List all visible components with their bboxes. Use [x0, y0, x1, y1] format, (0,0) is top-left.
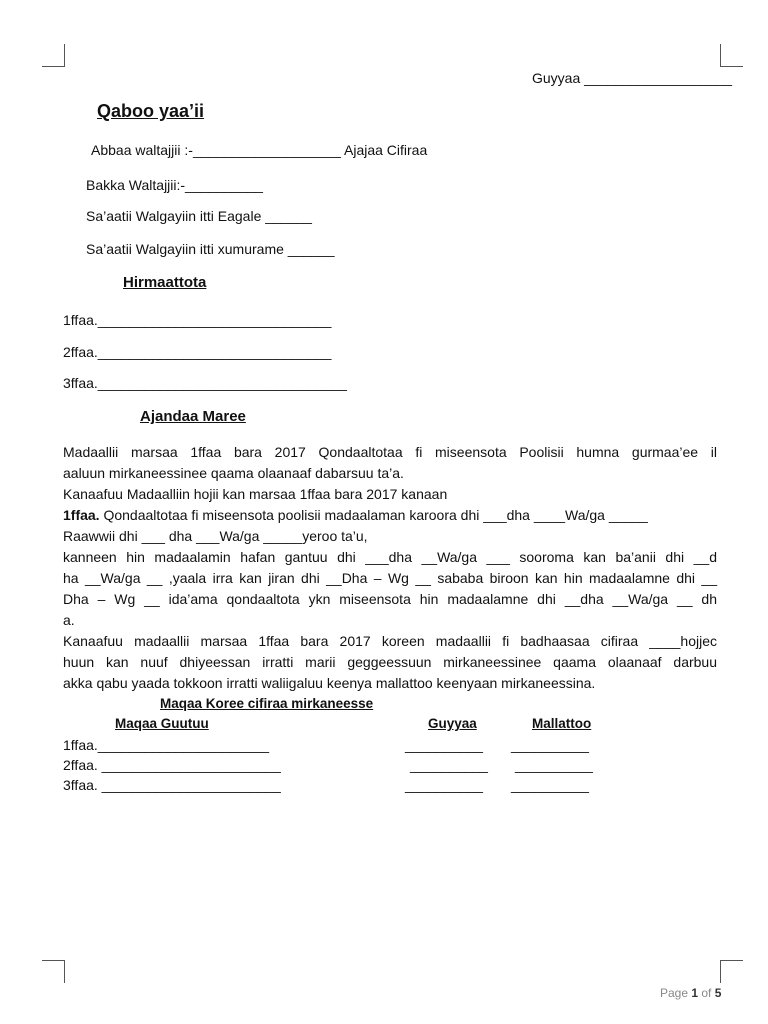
agenda-line: akka qabu yaada tokkoon irratti waliigaluu keenya mallattoo keenyaan mirkaneessina. — [63, 675, 596, 691]
start-time-field: Sa’aatii Walgayiin itti Eagale ______ — [86, 208, 312, 224]
committee-row-date: __________ — [405, 777, 483, 793]
chair-field: Abbaa waltajjii :-___________________ Ajajaa Cifiraa — [91, 142, 428, 158]
committee-row-name: 1ffaa.______________________ — [63, 737, 270, 753]
agenda-bold-label: 1ffaa. — [63, 507, 100, 523]
agenda-line: Kanaafuu madaallii marsaa 1ffaa bara 2017 koreen madaallii fi badhaasaa cifiraa ____hojjec — [63, 633, 717, 649]
agenda-line: aaluun mirkaneessinee qaama olaanaaf dabarsuu ta’a. — [63, 465, 404, 481]
agenda-line: Dha – Wg __ ida’ama qondaaltota ykn miseensota hin madaalamne dhi __dha __Wa/ga __ dh — [63, 591, 717, 607]
end-time-field: Sa’aatii Walgayiin itti xumurame ______ — [86, 241, 335, 257]
crop-mark-top-right — [720, 44, 743, 67]
page-indicator: Page 1 of 5 — [660, 986, 722, 1000]
agenda-line: 1ffaa. Qondaaltotaa fi miseensota poolisii madaalaman karoora dhi ___dha ____Wa/ga _____ — [63, 507, 648, 523]
agenda-line: kanneen hin madaalamin hafan gantuu dhi ___dha __Wa/ga ___ sooroma kan ba’anii dhi __d — [63, 549, 717, 565]
date-field-label: Guyyaa ___________________ — [532, 70, 733, 86]
agenda-line: Raawwii dhi ___ dha ___Wa/ga _____yeroo ta’u, — [63, 528, 368, 544]
total-page-count: 5 — [714, 986, 722, 1000]
agenda-body — [63, 442, 717, 694]
column-header-signature: Mallattoo — [532, 716, 592, 731]
attendee-line: 2ffaa.______________________________ — [63, 344, 332, 360]
committee-row-signature: __________ — [511, 737, 589, 753]
agenda-line: huun kan nuuf dhiyeessan irratti marii geggeessuun mirkaneessinee qaama olaanaaf darbuu — [63, 654, 717, 670]
agenda-line: a. — [63, 612, 75, 628]
committee-row-name: 3ffaa. _______________________ — [63, 777, 281, 793]
agenda-line: ha __Wa/ga __ ,yaala irra kan jiran dhi __Dha – Wg __ sababa biroon kan hin madaalamne dhi __ — [63, 570, 717, 586]
place-field: Bakka Waltajjii:-__________ — [86, 177, 263, 193]
column-header-date: Guyyaa — [428, 716, 477, 731]
column-header-name: Maqaa Guutuu — [115, 716, 209, 731]
crop-mark-bottom-right — [720, 960, 743, 983]
agenda-line: Madaallii marsaa 1ffaa bara 2017 Qondaaltotaa fi miseensota Poolisii humna gurmaa’ee il — [63, 444, 717, 460]
attendees-heading: Hirmaattota — [123, 274, 207, 291]
committee-row-signature: __________ — [511, 777, 589, 793]
attendee-line: 3ffaa.________________________________ — [63, 375, 347, 391]
committee-row-name: 2ffaa. _______________________ — [63, 757, 281, 773]
crop-mark-bottom-left — [42, 960, 65, 983]
committee-row-date: __________ — [410, 757, 488, 773]
agenda-heading: Ajandaa Maree — [140, 408, 246, 425]
crop-mark-top-left — [42, 44, 65, 67]
committee-row-signature: __________ — [515, 757, 593, 773]
committee-row-date: __________ — [405, 737, 483, 753]
current-page-number: 1 — [691, 986, 699, 1000]
agenda-line: Kanaafuu Madaalliin hojii kan marsaa 1ffaa bara 2017 kanaan — [63, 486, 448, 502]
document-title: Qaboo yaa’ii — [97, 101, 205, 121]
attendee-line: 1ffaa.______________________________ — [63, 312, 332, 328]
committee-heading: Maqaa Koree cifiraa mirkaneesse — [160, 696, 374, 711]
